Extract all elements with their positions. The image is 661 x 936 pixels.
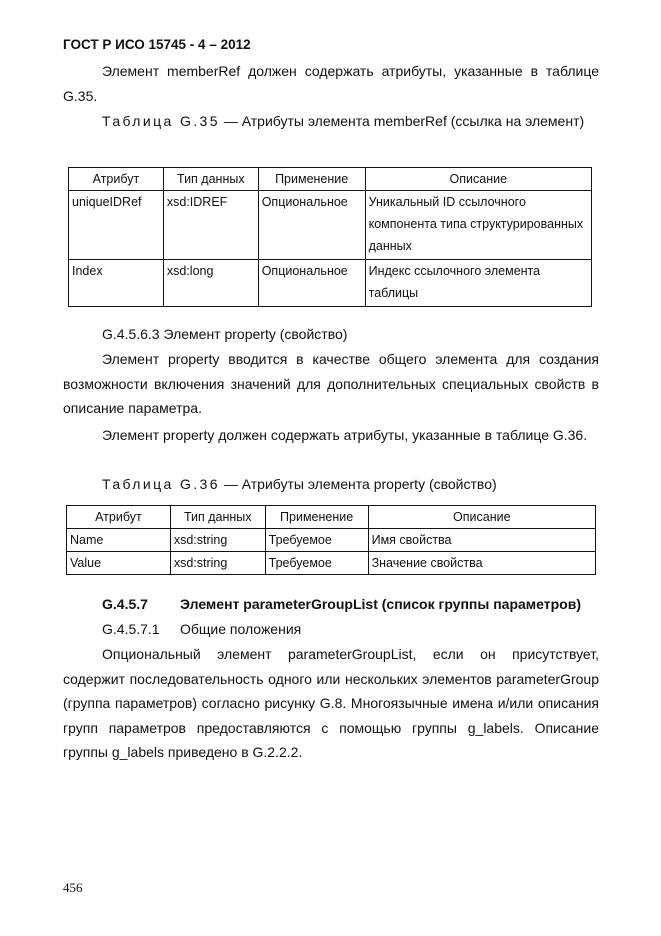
- table-g36-caption: [102, 472, 497, 496]
- section-g4571-number: G.4.5.7.1: [102, 621, 160, 637]
- table-header-row: [67, 506, 596, 529]
- table-row: [67, 552, 596, 575]
- table-cell: Значение свойства: [368, 552, 595, 575]
- paragraph-property-attributes: Элемент property должен содержать атрибуты, указанные в таблице G.36.: [102, 427, 588, 443]
- table-cell: Требуемое: [265, 529, 368, 552]
- table-header-row: [69, 168, 592, 191]
- table-cell: xsd:string: [170, 552, 265, 575]
- table-header-cell: Атрибут: [69, 168, 164, 191]
- paragraph-memberref-attributes: Элемент memberRef должен содержать атрибуты, указанные в таблице G.35.: [63, 63, 599, 104]
- table-row: [69, 260, 592, 307]
- table-g36-caption-rest: — Атрибуты элемента property (свойство): [219, 476, 497, 492]
- table-g35-caption-rest: — Атрибуты элемента memberRef (ссылка на элемент): [219, 113, 585, 129]
- table-header-cell: Описание: [365, 168, 591, 191]
- table-cell: Name: [67, 529, 171, 552]
- table-header-cell: Атрибут: [67, 506, 171, 529]
- table-cell: Требуемое: [265, 552, 368, 575]
- section-g4563-heading: G.4.5.6.3 Элемент property (свойство): [102, 326, 348, 342]
- section-g4571-title: Общие положения: [180, 621, 302, 637]
- table-cell: Опциональное: [258, 191, 365, 260]
- table-header-cell: Описание: [368, 506, 595, 529]
- table-g35: [68, 167, 592, 307]
- table-cell: Index: [69, 260, 164, 307]
- table-cell: xsd:IDREF: [163, 191, 258, 260]
- section-g457-title: Элемент parameterGroupList (список группы параметров): [180, 596, 581, 612]
- table-row: [69, 191, 592, 260]
- page-number: 456: [63, 880, 83, 895]
- table-g35-caption-prefix: Таблица G.35: [102, 113, 220, 129]
- table-g35-caption: [63, 109, 599, 134]
- table-header-cell: Применение: [258, 168, 365, 191]
- table-cell: xsd:long: [163, 260, 258, 307]
- paragraph-parametergrouplist: Опциональный элемент parameterGroupList, если он присутствует, содержит последовательность одного или нескольких элементов parameterGroup (группа параметров) согласно рисунку G.8. Многоязычные имена и/или описания групп параметров предоставляются с помощью группы g_labels. Описание группы g_labels приведено в G.2.2.2.: [63, 646, 599, 760]
- table-row: [67, 529, 596, 552]
- table-header-cell: Применение: [265, 506, 368, 529]
- table-cell: Опциональное: [258, 260, 365, 307]
- table-cell: Имя свойства: [368, 529, 595, 552]
- section-g457-number: G.4.5.7: [102, 596, 148, 612]
- table-g36: [66, 505, 596, 575]
- table-g36-caption-prefix: Таблица G.36: [102, 476, 220, 492]
- table-cell: uniqueIDRef: [69, 191, 164, 260]
- table-header-cell: Тип данных: [163, 168, 258, 191]
- document-header: ГОСТ Р ИСО 15745 - 4 – 2012: [63, 37, 251, 52]
- table-header-cell: Тип данных: [170, 506, 265, 529]
- table-cell: Индекс ссылочного элемента таблицы: [365, 260, 591, 307]
- table-cell: Уникальный ID ссылочного компонента типа структурированных данных: [365, 191, 591, 260]
- paragraph-property-intro: Элемент property вводится в качестве общего элемента для создания возможности включения значений для дополнительных специальных свойств в описание параметра.: [63, 351, 599, 416]
- table-cell: xsd:string: [170, 529, 265, 552]
- table-cell: Value: [67, 552, 171, 575]
